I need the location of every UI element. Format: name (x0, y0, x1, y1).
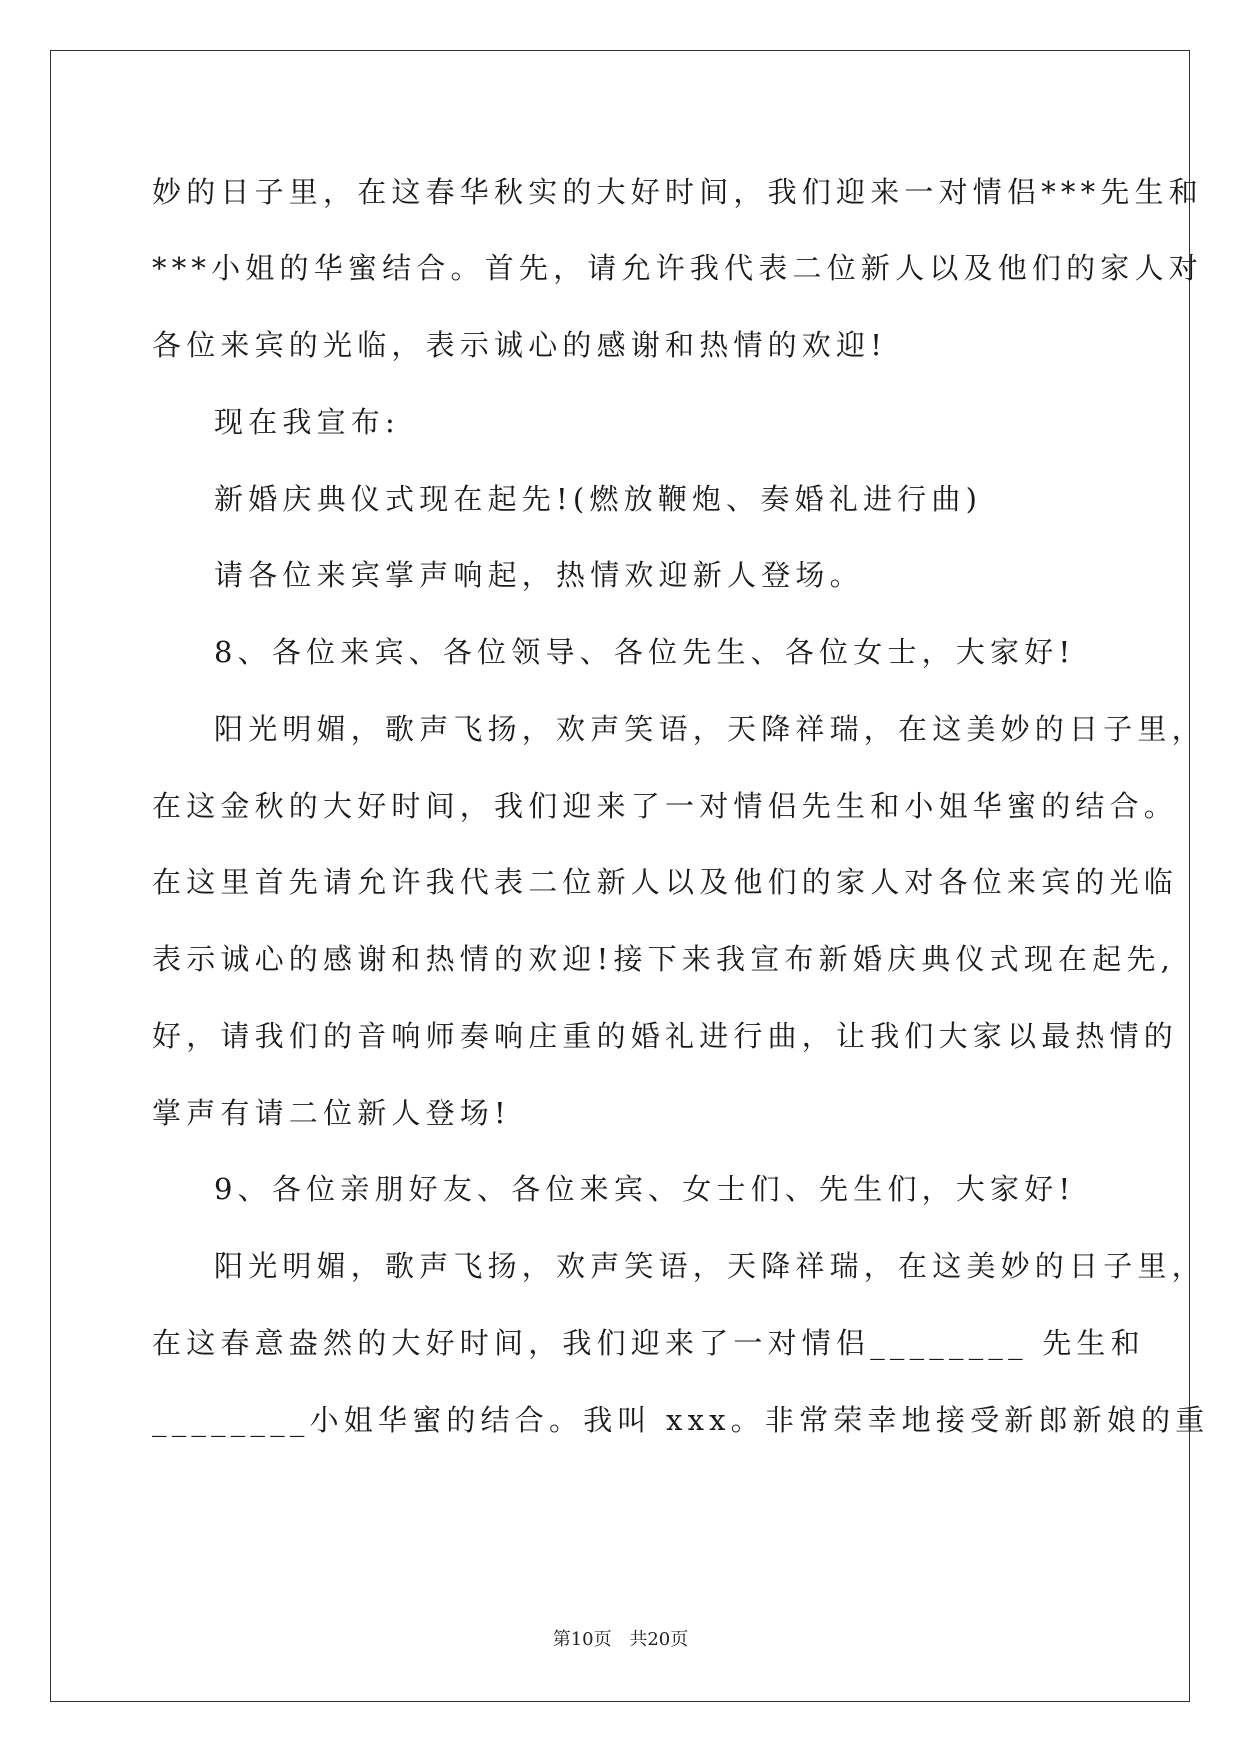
text-line: 阳光明媚，歌声飞扬，欢声笑语，天降祥瑞，在这美妙的日子里， (214, 712, 1206, 746)
text-line: 表示诚心的感谢和热情的欢迎!接下来我宣布新婚庆典仪式现在起先, (152, 942, 1176, 976)
text-line: 在这春意盎然的大好时间，我们迎来了一对情侣________ 先生和 (152, 1326, 1145, 1360)
text-line: 现在我宣布: (214, 405, 400, 439)
text-line: 掌声有请二位新人登场! (152, 1096, 511, 1130)
text-line: 8、各位来宾、各位领导、各位先生、各位女士，大家好! (214, 635, 1076, 669)
text-line: 9、各位亲朋好友、各位来宾、女士们、先生们，大家好! (214, 1172, 1076, 1206)
page-number: 第10页 (552, 1629, 612, 1650)
text-line: 在这金秋的大好时间，我们迎来了一对情侣先生和小姐华蜜的结合。 (152, 789, 1179, 823)
text-line: 妙的日子里，在这春华秋实的大好时间，我们迎来一对情侣***先生和 (152, 175, 1203, 209)
text-line: ***小姐的华蜜结合。首先，请允许我代表二位新人以及他们的家人对 (152, 251, 1203, 285)
text-line: ________小姐华蜜的结合。我叫 xxx。非常荣幸地接受新郎新娘的重 (152, 1403, 1210, 1437)
text-line: 在这里首先请允许我代表二位新人以及他们的家人对各位来宾的光临 (152, 865, 1179, 899)
text-line: 好，请我们的音响师奏响庄重的婚礼进行曲，让我们大家以最热情的 (152, 1019, 1179, 1053)
text-line: 阳光明媚，歌声飞扬，欢声笑语，天降祥瑞，在这美妙的日子里， (214, 1249, 1206, 1283)
page-total: 共20页 (629, 1629, 689, 1650)
text-line: 新婚庆典仪式现在起先!(燃放鞭炮、奏婚礼进行曲) (214, 482, 983, 516)
page-footer (0, 1625, 1241, 1651)
text-line: 各位来宾的光临，表示诚心的感谢和热情的欢迎! (152, 328, 888, 362)
text-line: 请各位来宾掌声响起，热情欢迎新人登场。 (214, 558, 864, 592)
